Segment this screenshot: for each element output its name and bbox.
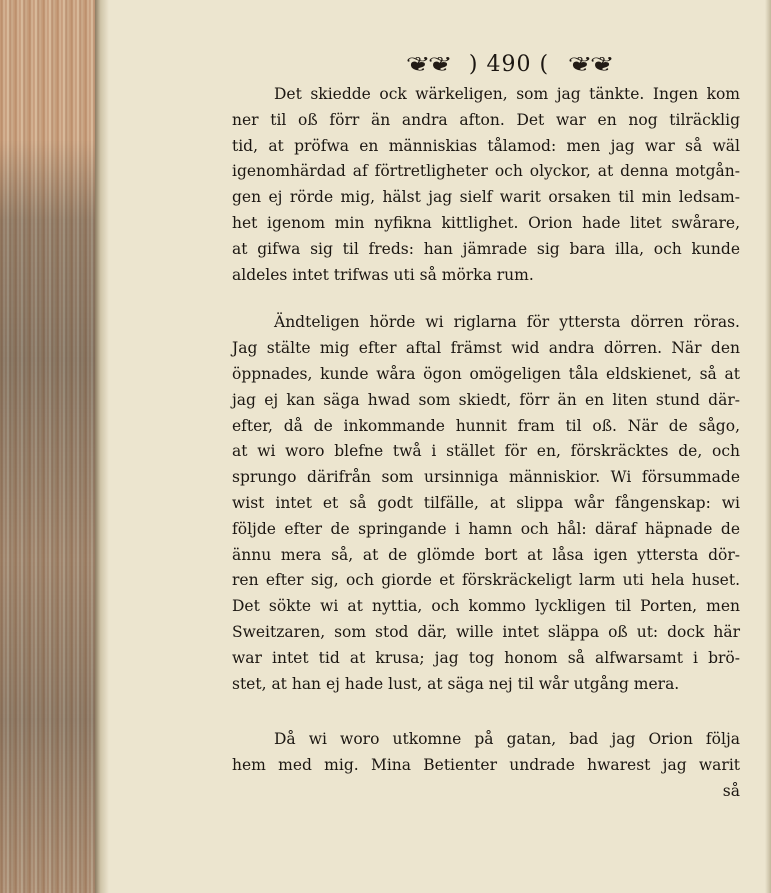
catchword: så xyxy=(722,781,740,800)
text-line: at gifwa sig til freds: han jämrade sig bara illa, och kunde xyxy=(232,239,740,258)
text-line: efter, då de inkommande hunnit fram til oß. När de sågo, xyxy=(232,416,740,435)
text-line: Sweitzaren, som stod där, wille intet släppa oß ut: dock här xyxy=(232,622,740,641)
text-line: följde efter de springande i hamn och hål: däraf häpnade de xyxy=(232,519,740,538)
text-line: igenomhärdad af förtretligheter och olyckor, at denna motgån- xyxy=(232,162,740,181)
text-line: ner til oß förr än andra afton. Det war en nog tilräcklig xyxy=(232,110,740,129)
page-edge-right xyxy=(765,0,771,893)
binding-gutter xyxy=(95,0,109,893)
text-line: gen ej rörde mig, hälst jag sielf warit orsaken til min ledsam- xyxy=(232,188,740,207)
paragraph-2 xyxy=(232,310,740,697)
text-line: wist intet et så godt tilfälle, at slippa wår fångenskap: wi xyxy=(232,493,740,512)
text-line: jag ej kan säga hwad som skiedt, förr än en liten stund där- xyxy=(232,390,740,409)
text-line: sprungo därifrån som ursinniga människior. Wi försummade xyxy=(232,468,740,487)
left-ornament-icon: ❦❦ xyxy=(406,52,451,76)
text-line: war intet tid at krusa; jag tog honom så alfwarsamt i brö- xyxy=(232,648,740,667)
text-line: Då wi woro utkomne på gatan, bad jag Orion följa xyxy=(274,730,740,749)
paragraph-1 xyxy=(232,82,740,288)
text-line: hem med mig. Mina Betienter undrade hwarest jag warit xyxy=(232,756,740,775)
paragraph-gap xyxy=(232,697,740,727)
text-line: öppnades, kunde wåra ögon omögeligen tåla eldskienet, så at xyxy=(232,364,740,383)
text-line: het igenom min nyfikna kittlighet. Orion hade litet swårare, xyxy=(232,213,740,232)
text-line: Det skiedde ock wärkeligen, som jag tänkte. Ingen kom xyxy=(274,85,740,103)
text-line: ren efter sig, och giorde et förskräckeligt larm uti hela huset. xyxy=(232,571,740,590)
page-number: ) 490 ( xyxy=(468,52,550,77)
text-line: stet, at han ej hade lust, at säga nej til wår utgång mera. xyxy=(232,674,680,693)
text-line: tid, at pröfwa en människias tålamod: men jag war så wäl xyxy=(232,136,740,155)
text-line: Jag stälte mig efter aftal främst wid andra dörren. När den xyxy=(232,339,740,358)
paragraph-gap xyxy=(232,288,740,310)
text-line: Ändteligen hörde wi riglarna för yttersta dörren röras. xyxy=(274,313,740,332)
text-block xyxy=(232,46,740,805)
right-ornament-icon: ❦❦ xyxy=(567,52,612,76)
text-line: aldeles intet trifwas uti så mörka rum. xyxy=(232,265,534,284)
page-edges-left xyxy=(0,0,95,893)
text-line: at wi woro blefne twå i stället för en, förskräcktes de, och xyxy=(232,442,740,461)
page-header xyxy=(232,46,740,82)
paragraph-3 xyxy=(232,727,740,804)
text-line: Det sökte wi at nyttia, och kommo lyckligen til Porten, men xyxy=(232,597,740,616)
text-line: ännu mera så, at de glömde bort at låsa igen yttersta dör- xyxy=(232,545,740,564)
